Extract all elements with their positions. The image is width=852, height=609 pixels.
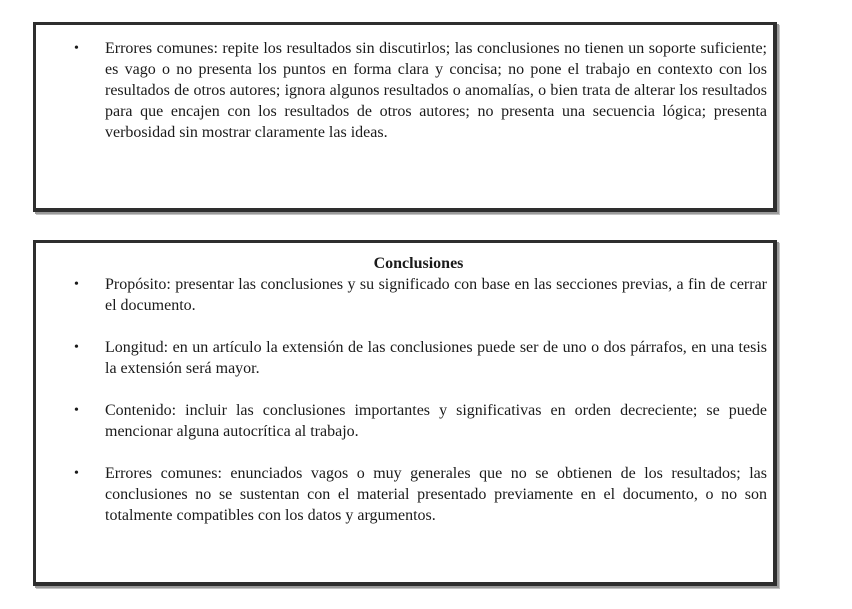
list-item bbox=[36, 337, 767, 379]
conclusiones-list bbox=[36, 274, 767, 526]
errors-list bbox=[36, 38, 767, 143]
list-item-text: Contenido: incluir las conclusiones importantes y significativas en orden decreciente; se puede mencionar alguna autocrítica al trabajo. bbox=[105, 402, 767, 440]
list-item-text: Propósito: presentar las conclusiones y su significado con base en las secciones previas, a fin de cerrar el documento. bbox=[105, 276, 767, 314]
bullet-icon: • bbox=[74, 466, 79, 481]
bullet-icon: • bbox=[74, 277, 79, 292]
bullet-icon: • bbox=[74, 403, 79, 418]
list-item-text: Errores comunes: repite los resultados sin discutirlos; las conclusiones no tienen un soporte suficiente; es vago o no presenta los puntos en forma clara y concisa; no pone el trabajo en contexto con los resultados de otros autores; ignora algunos resultados o anomalías, o bien trata de alterar los resultados para que encajen con los resultados de otros autores; no presenta una secuencia lógica; presenta verbosidad sin mostrar claramente las ideas. bbox=[105, 40, 767, 141]
list-item-text: Errores comunes: enunciados vagos o muy generales que no se obtienen de los resultados; las conclusiones no se sustentan con el material presentado previamente en el documento, o no son totalmente compatibles con los datos y argumentos. bbox=[105, 465, 767, 524]
list-item bbox=[36, 400, 767, 442]
errors-continued-box bbox=[33, 22, 777, 212]
list-item bbox=[36, 38, 767, 143]
list-item bbox=[36, 274, 767, 316]
bullet-icon: • bbox=[74, 41, 79, 56]
section-title: Conclusiones bbox=[373, 255, 464, 272]
bullet-icon: • bbox=[74, 340, 79, 355]
list-item bbox=[36, 463, 767, 526]
conclusiones-box bbox=[33, 240, 777, 586]
list-item-text: Longitud: en un artículo la extensión de las conclusiones puede ser de uno o dos párrafos, en una tesis la extensión será mayor. bbox=[105, 339, 767, 377]
